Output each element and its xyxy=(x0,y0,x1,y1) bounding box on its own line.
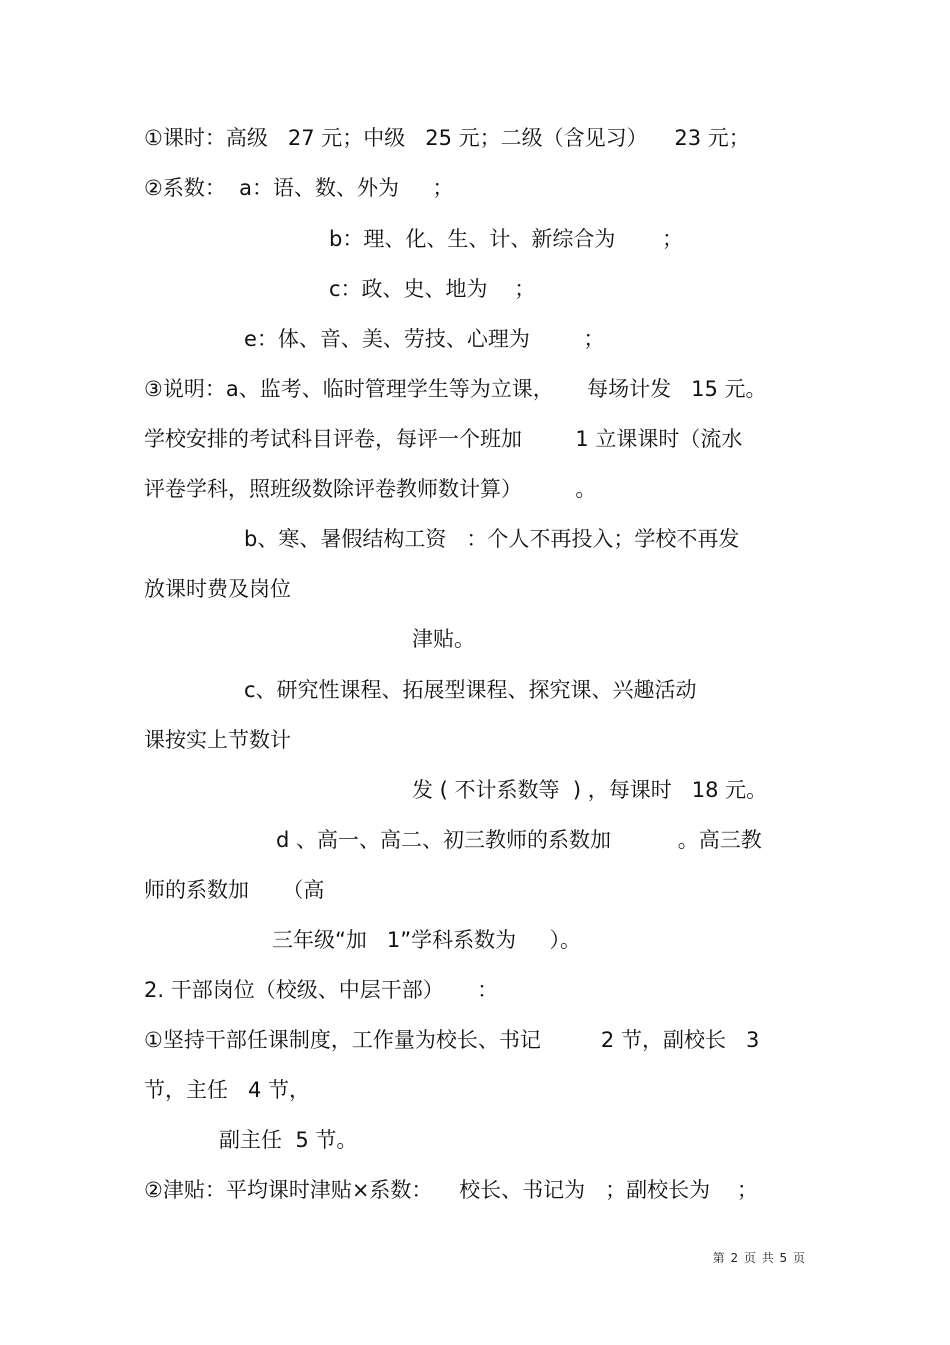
text-line: c：政、史、地为 ； xyxy=(329,277,536,301)
text-line: 学校安排的考试科目评卷，每评一个班加 1 立课课时（流水 xyxy=(144,427,743,451)
text-line: 副主任 5 节。 xyxy=(219,1128,358,1152)
text-line: 2. 干部岗位（校级、中层干部） ： xyxy=(144,978,499,1002)
text-line: ①课时：高级 27 元；中级 25 元；二级（含见习） 23 元； xyxy=(144,126,750,150)
text-line: 课按实上节数计 xyxy=(144,728,291,752)
text-line: 发 ( 不计系数等 ) ，每课时 18 元。 xyxy=(412,778,768,802)
text-line: 放课时费及岗位 xyxy=(144,577,291,601)
text-line: b、寒、暑假结构工资 ：个人不再投入；学校不再发 xyxy=(244,527,740,551)
text-line: 津贴。 xyxy=(412,627,475,651)
page-number: 第 2 页 共 5 页 xyxy=(712,1251,806,1265)
text-line: ①坚持干部任课制度，工作量为校长、书记 2 节，副校长 3 xyxy=(144,1028,760,1052)
text-line: 节，主任 4 节， xyxy=(144,1078,311,1102)
text-line: d 、高一、高二、初三教师的系数加 。高三教 xyxy=(276,828,762,852)
text-line: ③说明：a、监考、临时管理学生等为立课， 每场计发 15 元。 xyxy=(144,377,767,401)
text-line: e：体、音、美、劳技、心理为 ； xyxy=(244,327,605,351)
text-line: 三年级“加 1”学科系数为 ）。 xyxy=(272,928,582,952)
text-line: b：理、化、生、计、新综合为 ； xyxy=(329,227,684,251)
text-line: c、研究性课程、拓展型课程、探究课、兴趣活动 xyxy=(244,678,697,702)
text-line: ②津贴：平均课时津贴×系数： 校长、书记为 ；副校长为 ； xyxy=(144,1178,758,1202)
text-line: 评卷学科，照班级数除评卷教师数计算） 。 xyxy=(144,477,597,501)
text-line: 师的系数加 （高 xyxy=(144,878,325,902)
text-line: ②系数： a：语、数、外为 ； xyxy=(144,176,454,200)
